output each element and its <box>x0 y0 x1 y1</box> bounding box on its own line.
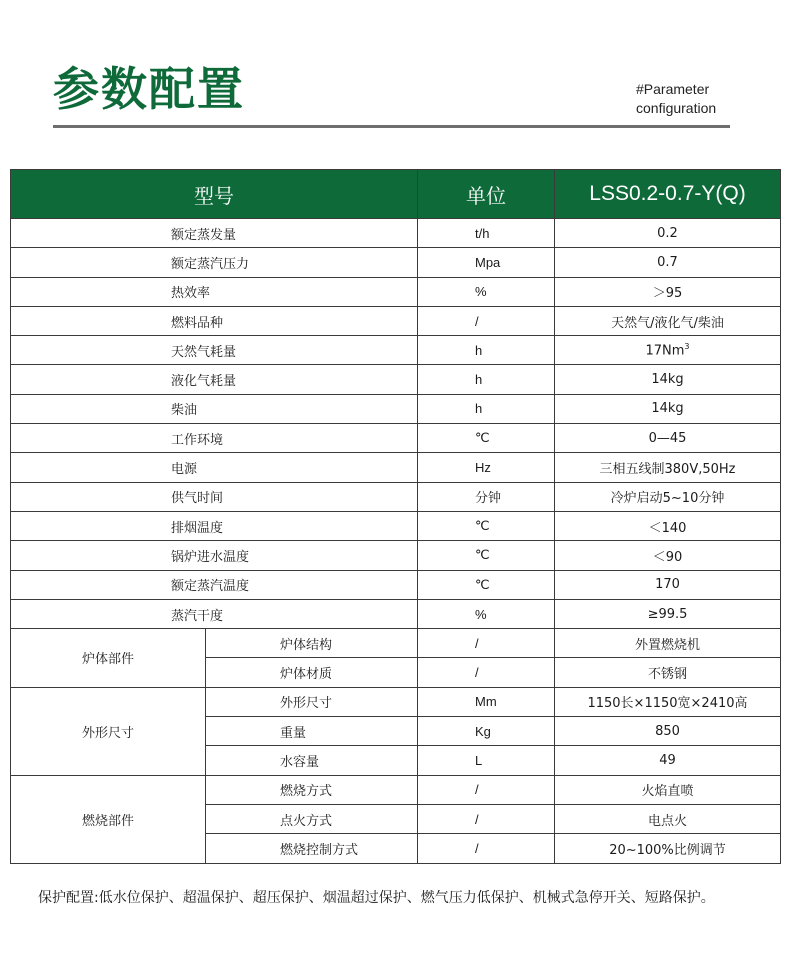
row-name: 额定蒸汽温度 <box>11 570 418 599</box>
table-row <box>11 687 781 716</box>
row-name: 炉体材质 <box>206 658 418 687</box>
table-row <box>11 570 781 599</box>
row-name: 燃烧方式 <box>206 775 418 804</box>
row-value: ＞95 <box>555 277 781 306</box>
row-unit: h <box>418 394 555 423</box>
row-name: 重量 <box>206 717 418 746</box>
group-label: 燃烧部件 <box>11 775 206 863</box>
table-row <box>11 336 781 365</box>
table-row <box>11 248 781 277</box>
row-value: 电点火 <box>555 804 781 833</box>
row-value: 火焰直喷 <box>555 775 781 804</box>
table-row <box>11 219 781 248</box>
row-name: 锅炉进水温度 <box>11 541 418 570</box>
row-name: 燃料品种 <box>11 306 418 335</box>
row-value: 天然气/液化气/柴油 <box>555 306 781 335</box>
row-name: 炉体结构 <box>206 629 418 658</box>
row-unit: / <box>418 629 555 658</box>
row-unit: / <box>418 834 555 863</box>
row-value: ＜140 <box>555 511 781 540</box>
row-unit: / <box>418 306 555 335</box>
row-value-text: 17Nm <box>645 343 685 359</box>
row-unit: ℃ <box>418 541 555 570</box>
header-divider <box>53 125 730 128</box>
row-value: 170 <box>555 570 781 599</box>
row-name: 水容量 <box>206 746 418 775</box>
table-row <box>11 482 781 511</box>
row-value: 外置燃烧机 <box>555 629 781 658</box>
row-unit: % <box>418 599 555 628</box>
row-name: 排烟温度 <box>11 511 418 540</box>
row-name: 热效率 <box>11 277 418 306</box>
table-row <box>11 306 781 335</box>
row-unit: t/h <box>418 219 555 248</box>
header-model: 型号 <box>11 170 418 219</box>
row-unit: Mpa <box>418 248 555 277</box>
subtitle-line-1: #Parameter <box>636 81 710 97</box>
table-row <box>11 453 781 482</box>
table-row <box>11 394 781 423</box>
row-value: 三相五线制380V,50Hz <box>555 453 781 482</box>
group-label: 外形尺寸 <box>11 687 206 775</box>
row-name: 工作环境 <box>11 424 418 453</box>
row-unit: 分钟 <box>418 482 555 511</box>
table-row <box>11 424 781 453</box>
row-name: 点火方式 <box>206 804 418 833</box>
row-name: 燃烧控制方式 <box>206 834 418 863</box>
row-unit: % <box>418 277 555 306</box>
row-value: 1150长×1150宽×2410高 <box>555 687 781 716</box>
group-label: 炉体部件 <box>11 629 206 688</box>
spec-table <box>10 169 781 864</box>
row-value: 14kg <box>555 394 781 423</box>
header-model-value: LSS0.2-0.7-Y(Q) <box>555 170 781 219</box>
table-row <box>11 775 781 804</box>
row-value: ≥99.5 <box>555 599 781 628</box>
table-row <box>11 277 781 306</box>
row-unit: h <box>418 365 555 394</box>
table-row <box>11 511 781 540</box>
row-unit: L <box>418 746 555 775</box>
row-name: 额定蒸汽压力 <box>11 248 418 277</box>
row-name: 蒸汽干度 <box>11 599 418 628</box>
table-row <box>11 629 781 658</box>
spec-table-container <box>10 169 779 869</box>
row-value: 850 <box>555 717 781 746</box>
row-name: 柴油 <box>11 394 418 423</box>
row-unit: ℃ <box>418 511 555 540</box>
row-unit: / <box>418 658 555 687</box>
row-value: 0—45 <box>555 424 781 453</box>
row-name: 额定蒸发量 <box>11 219 418 248</box>
row-unit: ℃ <box>418 570 555 599</box>
row-value <box>555 336 781 365</box>
table-row <box>11 541 781 570</box>
subtitle-line-2: configuration <box>636 100 717 116</box>
page-title: 参数配置 <box>53 62 245 116</box>
row-value: 20~100%比例调节 <box>555 834 781 863</box>
row-unit: Hz <box>418 453 555 482</box>
page-subtitle <box>636 80 716 118</box>
row-value: 0.2 <box>555 219 781 248</box>
row-value: ＜90 <box>555 541 781 570</box>
row-name: 外形尺寸 <box>206 687 418 716</box>
row-unit: h <box>418 336 555 365</box>
row-value: 不锈钢 <box>555 658 781 687</box>
table-header-row <box>11 170 781 219</box>
table-row <box>11 599 781 628</box>
row-value: 冷炉启动5~10分钟 <box>555 482 781 511</box>
row-name: 液化气耗量 <box>11 365 418 394</box>
row-unit: / <box>418 804 555 833</box>
row-unit: ℃ <box>418 424 555 453</box>
row-value: 49 <box>555 746 781 775</box>
row-unit: Kg <box>418 717 555 746</box>
row-value-superscript: 3 <box>684 342 690 352</box>
row-unit: Mm <box>418 687 555 716</box>
row-value: 14kg <box>555 365 781 394</box>
row-name: 电源 <box>11 453 418 482</box>
row-name: 供气时间 <box>11 482 418 511</box>
row-name: 天然气耗量 <box>11 336 418 365</box>
table-row <box>11 365 781 394</box>
row-value: 0.7 <box>555 248 781 277</box>
row-unit: / <box>418 775 555 804</box>
header-unit: 单位 <box>418 170 555 219</box>
protection-note: 保护配置:低水位保护、超温保护、超压保护、烟温超过保护、燃气压力低保护、机械式急停开关、短路保护。 <box>38 890 715 906</box>
